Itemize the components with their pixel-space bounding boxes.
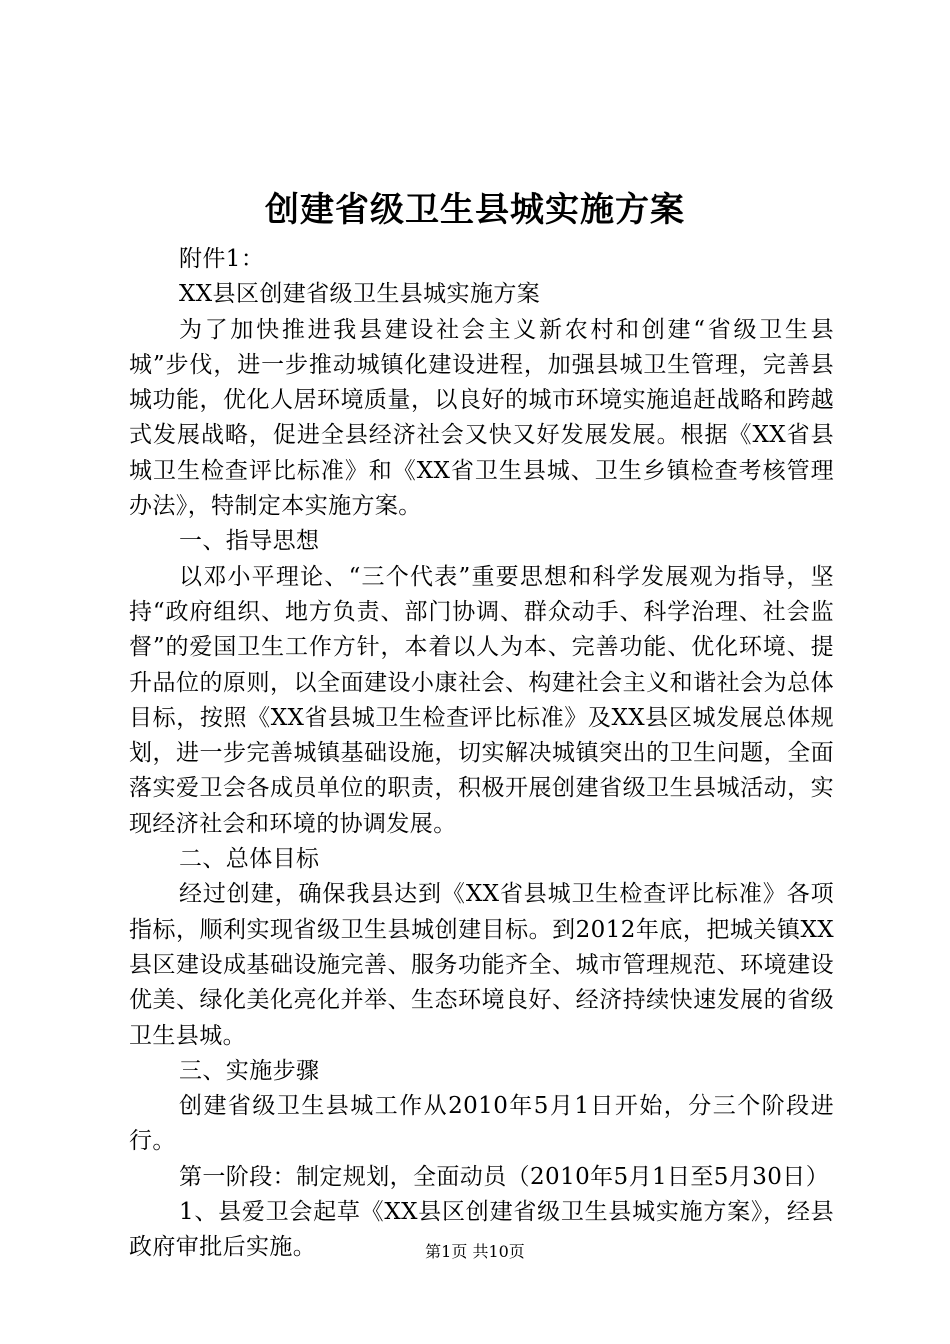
phase-one-item-1: 1、县爱卫会起草《XX县区创建省级卫生县城实施方案》，经县政府审批后实施。	[129, 1199, 834, 1261]
attachment-label: 附件1：	[179, 246, 265, 272]
section-heading-guiding-ideology: 一、指导思想	[179, 528, 320, 555]
phase-one-heading: 第一阶段：制定规划，全面动员（2010年5月1日至5月30日）	[179, 1163, 830, 1190]
section-heading-implementation-steps: 三、实施步骤	[179, 1057, 320, 1084]
plan-subtitle: XX县区创建省级卫生县城实施方案	[179, 281, 541, 308]
implementation-steps-paragraph: 创建省级卫生县城工作从2010年5月1日开始，分三个阶段进行。	[129, 1093, 834, 1155]
guiding-ideology-paragraph: 以邓小平理论、“三个代表”重要思想和科学发展观为指导，坚持“政府组织、地方负责、部门协调、群众动手、科学治理、社会监督”的爱国卫生工作方针，本着以人为本、完善功能、优化环境、提升品位的原则，以全面建设小康社会、构建社会主义和谐社会为总体目标，按照《XX省县城卫生检查评比标准》及XX县区城发展总体规划，进一步完善城镇基础设施，切实解决城镇突出的卫生问题，全面落实爱卫会各成员单位的职责，积极开展创建省级卫生县城活动，实现经济社会和环境的协调发展。	[129, 563, 834, 837]
overall-goal-paragraph: 经过创建，确保我县达到《XX省县城卫生检查评比标准》各项指标，顺利实现省级卫生县城创建目标。到2012年底，把城关镇XX县区建设成基础设施完善、服务功能齐全、城市管理规范、环境建设优美、绿化美化亮化并举、生态环境良好、经济持续快速发展的省级卫生县城。	[129, 881, 834, 1049]
intro-paragraph: 为了加快推进我县建设社会主义新农村和创建“省级卫生县城”步伐，进一步推动城镇化建设进程，加强县城卫生管理，完善县城功能，优化人居环境质量，以良好的城市环境实施追赶战略和跨越式发展战略，促进全县经济社会又快又好发展发展。根据《XX省县城卫生检查评比标准》和《XX省卫生县城、卫生乡镇检查考核管理办法》，特制定本实施方案。	[129, 316, 834, 520]
page-footer: 第1页 共10页	[425, 1242, 525, 1261]
document-body	[129, 242, 834, 1266]
section-heading-overall-goal: 二、总体目标	[179, 846, 320, 873]
page-title: 创建省级卫生县城实施方案	[265, 190, 685, 230]
